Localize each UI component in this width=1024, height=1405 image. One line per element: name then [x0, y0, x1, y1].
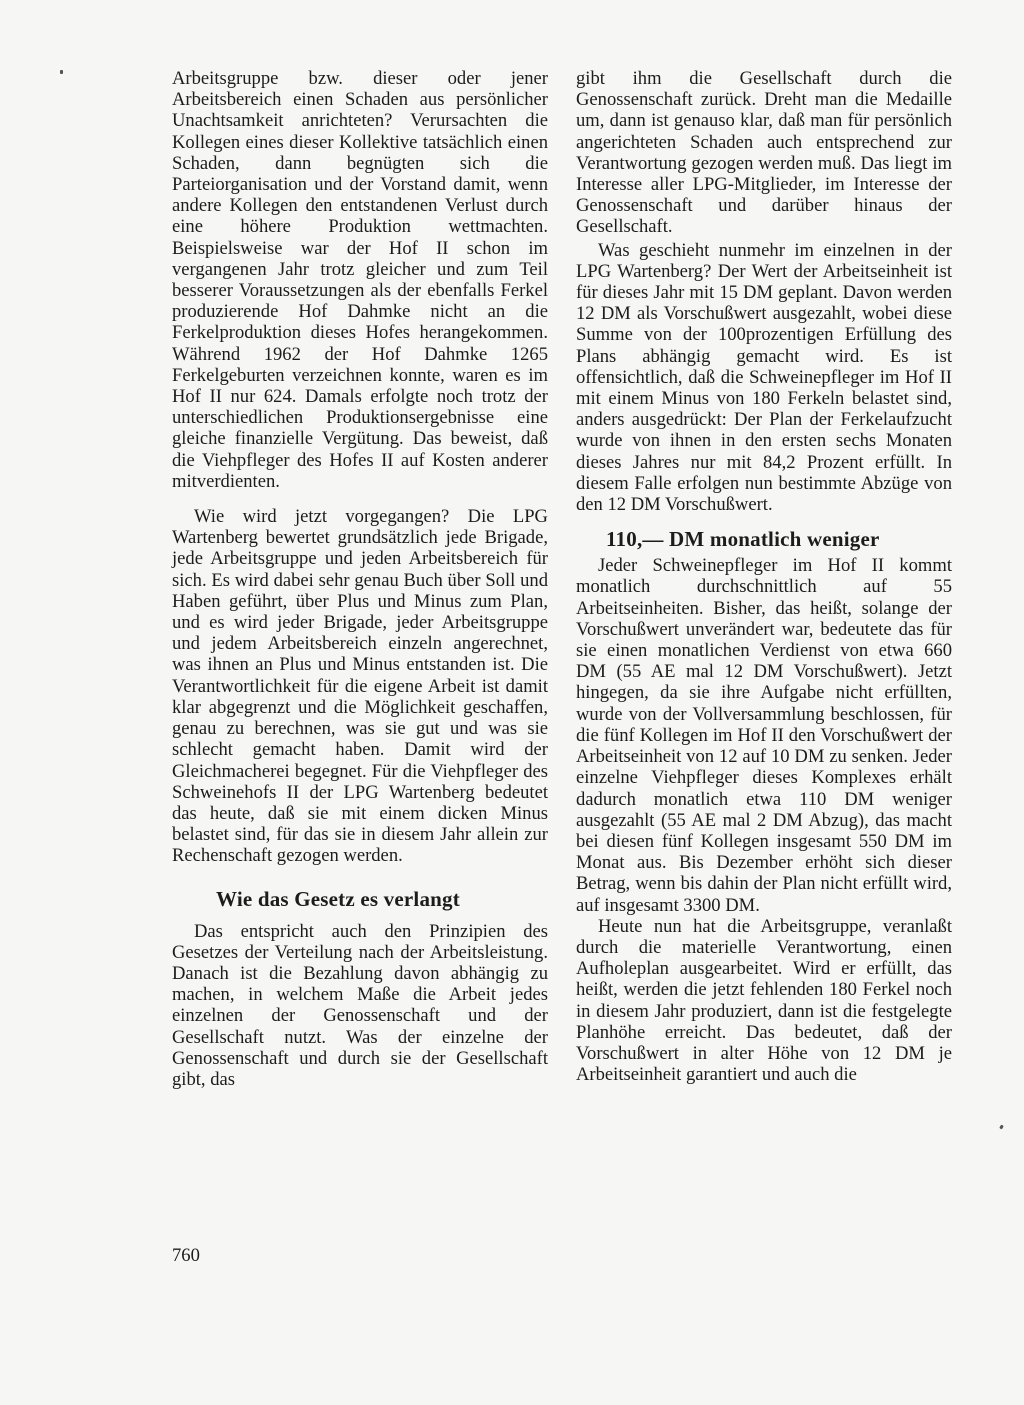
left-paragraph-2: Wie wird jetzt vorgegangen? Die LPG Wartenberg bewertet grundsätzlich jede Brigade, jede Arbeitsgruppe und jeden Arbeitsbereich für sich. Es wird dabei sehr genau Buch über Soll und Haben geführt, über Plus und Minus zum Plan, und es wird jeder Brigade, jeder Arbeitsgruppe und jedem Arbeitsbereich einzeln angerechnet, was ihnen an Plus und Minus entstanden ist. Die Verantwortlichkeit für die eigene Arbeit ist damit klar abgegrenzt und die Möglichkeit geschaffen, genau zu berechnen, was sie gut und was sie schlecht gemacht haben. Damit wird der Gleichmacherei begegnet. Für die Viehpfleger des Schweinehofs II der LPG Wartenberg bedeutet das heute, daß sie mit einem dicken Minus belastet sind, für das sie in diesem Jahr allein zur Rechenschaft gezogen werden.: [172, 506, 548, 867]
right-paragraph-1: gibt ihm die Gesellschaft durch die Genossenschaft zurück. Dreht man die Medaille um, dann ist genauso klar, daß man für persönlich angerichteten Schaden auch entsprechend zur Verantwortung gezogen werden muß. Das liegt im Interesse aller LPG-Mitglieder, im Interesse der Genossenschaft und darüber hinaus der Gesellschaft.: [576, 68, 952, 238]
right-paragraph-4: Heute nun hat die Arbeitsgruppe, veranlaßt durch die materielle Verantwortung, einen Aufholeplan ausgearbeitet. Wird er erfüllt, das heißt, werden die jetzt fehlenden 180 Ferkel noch in diesem Jahr produziert, dann ist die festgelegte Planhöhe erreicht. Das bedeutet, daß der Vorschußwert in alter Höhe von 12 DM je Arbeitseinheit garantiert und auch die: [576, 915, 952, 1086]
right-column: [576, 68, 952, 1085]
left-paragraph-1: Arbeitsgruppe bzw. dieser oder jener Arbeitsbereich einen Schaden aus persönlicher Unachtsamkeit anrichteten? Verursachten die Kollegen eines dieser Kollektive tatsächlich einen Schaden, dann begnügten sich die Parteiorganisation und der Vorstand damit, wenn andere Kollegen den entstandenen Verlust durch eine höhere Produktion wettmachten. Beispielsweise war der Hof II schon im vergangenen Jahr trotz gleicher und zum Teil besserer Voraussetzungen als der ebenfalls Ferkel produzierende Hof Dahmke nicht an die Ferkelproduktion dieses Hofes herangekommen. Während 1962 der Hof Dahmke 1265 Ferkelgeburten verzeichnen konnte, waren es im Hof II nur 624. Damals erfolgte noch trotz der unterschiedlichen Produktionsergebnisse eine gleiche finanzielle Vergütung. Das beweist, daß die Viehpfleger des Hofes II auf Kosten anderer mitverdienten.: [172, 68, 548, 492]
left-column: [172, 68, 548, 1090]
section-heading-gesetz: Wie das Gesetz es verlangt: [216, 886, 460, 911]
right-paragraph-2: Was geschieht nunmehr im einzelnen in der LPG Wartenberg? Der Wert der Arbeitseinheit ist für dieses Jahr mit 15 DM geplant. Davon werden 12 DM als Vorschußwert ausgezahlt, wobei diese Summe von der 100prozentigen Erfüllung des Plans abhängig gemacht wird. Es ist offensichtlich, daß die Schweinepfleger im Hof II mit einem Minus von 180 Ferkeln belastet sind, anders ausgedrückt: Der Plan der Ferkelaufzucht wurde von ihnen in den ersten sechs Monaten dieses Jahres nur mit 84,2 Prozent erfüllt. In diesem Falle erfolgen nun bestimmte Abzüge von den 12 DM Vorschußwert.: [576, 239, 952, 516]
right-paragraph-3: Jeder Schweinepfleger im Hof II kommt monatlich durchschnittlich auf 55 Arbeitseinheiten. Bisher, das heißt, solange der Vorschußwert unverändert war, bedeutete das für sie einen monatlichen Verdienst von etwa 660 DM (55 AE mal 12 DM Vorschußwert). Jetzt hingegen, da sie ihre Aufgabe nicht erfüllten, wurde von der Vollversammlung beschlossen, für die fünf Kollegen im Hof II den Vorschußwert der Arbeitseinheit von 12 auf 10 DM zu senken. Jeder einzelne Viehpfleger dieses Komplexes erhält dadurch monatlich etwa 110 DM weniger ausgezahlt (55 AE mal 2 DM Abzug), das macht bei diesen fünf Kollegen insgesamt 550 DM im Monat aus. Bis Dezember erhöht sich dieser Betrag, wenn bis dahin der Plan nicht erfüllt wird, auf insgesamt 3300 DM.: [576, 555, 952, 916]
scan-speck: [60, 70, 63, 74]
page-number: 760: [172, 1245, 200, 1266]
scan-speck: [999, 1125, 1004, 1130]
left-paragraph-3: Das entspricht auch den Prinzipien des Gesetzes der Verteilung nach der Arbeitsleistung. Danach ist die Bezahlung davon abhängig zu machen, in welchem Maße die Arbeit jedes einzelnen der Genossenschaft und der Gesellschaft nutzt. Was der einzelne der Genossenschaft und durch sie der Gesellschaft gibt, das: [172, 920, 548, 1090]
section-heading-110-dm: 110,— DM monatlich weniger: [606, 527, 880, 552]
